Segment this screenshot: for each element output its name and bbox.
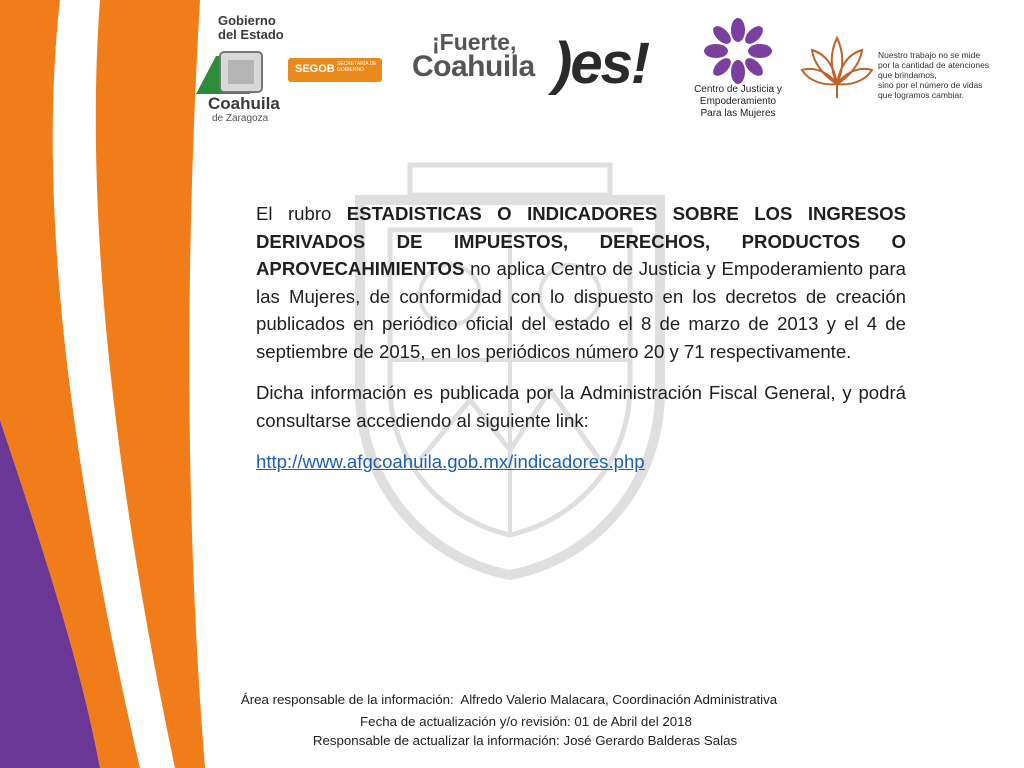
gobierno-logo-text <box>218 14 284 42</box>
segob-subtitle: SECRETARÍA DE GOBIERNO <box>337 61 377 73</box>
decorative-left-band <box>0 0 210 768</box>
p1-rest: no aplica Centro de Justicia y Empoderamiento para las Mujeres, de conformidad con lo dispuesto en los decretos de creación publicados en periódico oficial del estado el 8 de marzo de 2013 y el 4 de septiembre de 2015, en los periódicos número 20 y 71 respectivamente. <box>256 258 906 362</box>
footer-line3: Responsable de actualizar la información: José Gerardo Balderas Salas <box>312 733 738 748</box>
zaragoza-logo-text: de Zaragoza <box>212 113 269 124</box>
fuerte-logo-main: Coahuila <box>412 50 535 83</box>
motto-text <box>878 50 1018 100</box>
indicadores-link[interactable]: http://www.afgcoahuila.gob.mx/indicadores.php <box>256 451 645 472</box>
centro-line2: Empoderamiento <box>699 96 777 107</box>
motto-line4: sino por el número de vidas <box>878 80 983 90</box>
paragraph-2: Dicha información es publicada por la Administración Fiscal General, y podrá consultarse accediendo al siguiente link: <box>256 382 906 431</box>
centro-line3: Para las Mujeres <box>700 108 776 119</box>
p1-start: El rubro <box>256 203 347 224</box>
centro-line1: Centro de Justicia y <box>694 84 782 95</box>
lotus-flower-icon <box>800 34 874 100</box>
paragraph-1 <box>256 200 906 365</box>
gobierno-line2: del Estado <box>218 27 284 42</box>
segob-label: SEGOB <box>295 63 335 75</box>
fuerte-logo-top: ¡Fuerte, <box>432 29 517 55</box>
motto-line1: Nuestro trabajo no se mide <box>878 50 981 60</box>
footer-responsible-area <box>0 692 1021 707</box>
footer-update-date <box>14 714 1024 729</box>
footer-responsible-person <box>13 733 1024 748</box>
p1-bold-title: ESTADISTICAS O INDICADORES SOBRE LOS INGRESOS DERIVADOS DE IMPUESTOS, DERECHOS, PRODUCTOS O APROVECAHIMIENTOS <box>256 203 906 279</box>
main-body <box>256 200 906 476</box>
centro-justicia-flower-icon <box>704 18 772 84</box>
fuerte-logo-es: )es! <box>553 31 649 96</box>
motto-line5: que logramos cambiar. <box>878 90 964 100</box>
coahuila-logo-text: Coahuila <box>208 94 280 113</box>
footer-line1: Área responsable de la información: Alfredo Valerio Malacara, Coordinación Administrativa <box>240 692 778 707</box>
footer-line2: Fecha de actualización y/o revisión: 01 de Abril del 2018 <box>360 714 692 729</box>
motto-line2: por la cantidad de atenciones <box>878 60 990 70</box>
centro-justicia-logo-text <box>688 84 788 120</box>
motto-line3: que brindamos, <box>878 70 937 80</box>
gobierno-line1: Gobierno <box>218 13 276 28</box>
gobierno-shield-icon <box>196 46 286 96</box>
